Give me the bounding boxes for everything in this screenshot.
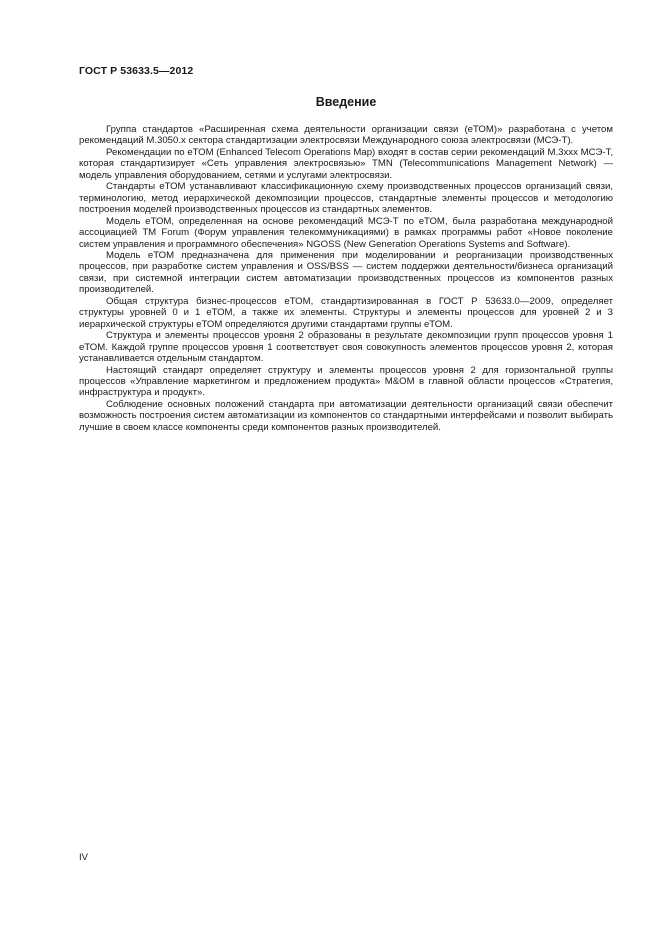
page-number: IV — [79, 852, 88, 863]
section-title: Введение — [315, 95, 377, 109]
paragraph: Рекомендации по еТОМ (Enhanced Telecom Operations Map) входят в состав серии рекомендаций М.3ххх МСЭ-Т, которая стандартизирует «Сеть управления электросвязью» TMN (Telecommunications Management Network) — модель управления оборудованием, сетями и услугами электросвязи. — [79, 146, 613, 181]
paragraph: Структура и элементы процессов уровня 2 образованы в результате декомпозиции групп процессов уровня 1 еТОМ. Каждой группе процессов уровня 1 соответствует своя совокупность элементов процессов уровня 2, которая устанавливается отдельным стандартом. — [79, 330, 613, 365]
paragraph: Группа стандартов «Расширенная схема деятельности организации связи (еТОМ)» разработана с учетом рекомендаций М.3050.х сектора стандартизации электросвязи Международного союза электросвязи (МСЭ-Т). — [79, 124, 613, 147]
paragraph: Настоящий стандарт определяет структуру и элементы процессов уровня 2 для горизонтальной группы процессов «Управление маркетингом и предложением продукта» M&OM в главной области процессов «Стратегия, инфраструктура и продукт». — [79, 364, 613, 399]
paragraph: Модель еТОМ предназначена для применения при моделировании и реорганизации производственных процессов, при разработке систем управления и OSS/BSS — систем поддержки деятельности/бизнеса организаций связи, при системной интеграции систем автоматизации производственных процессов из компонентов разных производителей. — [79, 249, 613, 296]
paragraph: Стандарты еТОМ устанавливают классификационную схему производственных процессов организаций связи, терминологию, метод иерархической декомпозиции процессов, стандартные элементы процессов и методологию построения моделей производственных процессов из стандартных элементов. — [79, 181, 613, 216]
body-text — [79, 124, 613, 433]
paragraph: Общая структура бизнес-процессов еТОМ, стандартизированная в ГОСТ Р 53633.0—2009, определяет структуры уровней 0 и 1 еТОМ, а также их элементы. Структуры и элементы процессов для уровней 2 и 3 иерархической структуры еТОМ определяются другими стандартами группы еТОМ. — [79, 295, 613, 330]
paragraph: Соблюдение основных положений стандарта при автоматизации деятельности организаций связи обеспечит возможность построения систем автоматизации из компонентов со стандартными интерфейсами и позволит выбирать лучшие в своем классе компоненты среди компонентов разных производителей. — [79, 398, 613, 433]
paragraph: Модель еТОМ, определенная на основе рекомендаций МСЭ-Т по еТОМ, была разработана международной ассоциацией ТМ Forum (Форум управления телекоммуникациями) в рамках программы работ «Новое поколение систем управления и программного обеспечения» NGOSS (New Generation Operations Systems and Software). — [79, 215, 613, 250]
document-code: ГОСТ Р 53633.5—2012 — [79, 65, 194, 77]
